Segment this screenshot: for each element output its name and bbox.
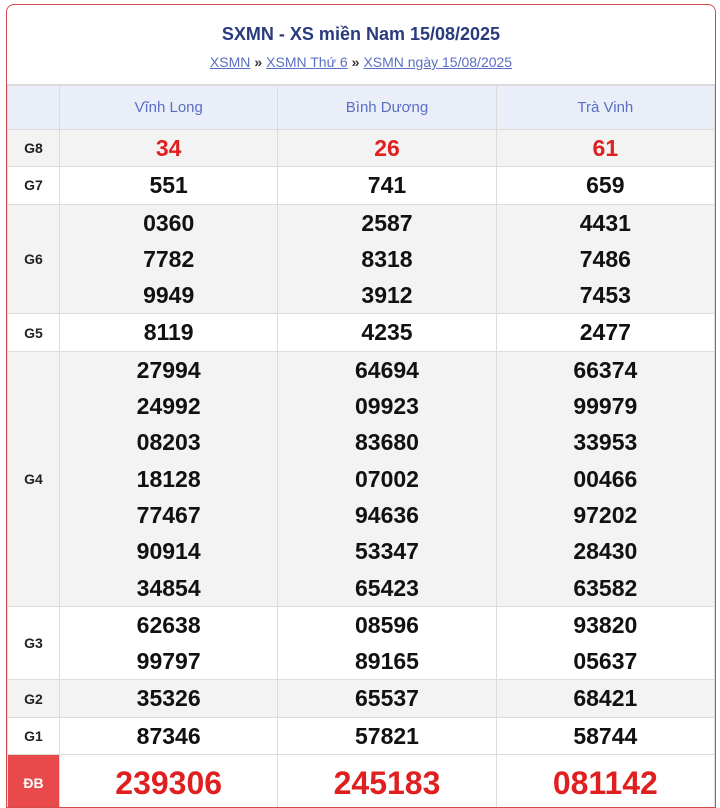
prize-label: G7 [8,167,60,204]
prize-number: 08203 [136,429,201,456]
prize-number: 28430 [573,538,638,565]
prize-cell [278,717,496,754]
prize-cell [278,167,496,204]
prize-number: 05637 [573,648,638,675]
prize-cell [278,606,496,680]
prize-table-body [8,130,715,808]
prize-number: 4431 [579,209,631,236]
prize-number: 68421 [573,685,638,712]
prize-row-g8 [8,130,715,167]
prize-row-g3 [8,606,715,680]
prize-number: 08596 [355,611,419,638]
prize-number: 8318 [361,245,413,272]
prize-number: 239306 [115,764,223,801]
prize-number: 34 [155,135,182,161]
prize-cell [60,755,278,808]
prize-number: 245183 [333,764,441,801]
prize-row-g5 [8,314,715,351]
prize-label: G3 [8,606,60,680]
breadcrumb-separator: » [351,54,360,70]
prize-cell [496,314,714,351]
prize-number: 18128 [136,465,201,492]
breadcrumb-link-xsmn[interactable]: XSMN [209,54,251,70]
prize-row-g6 [8,204,715,314]
prize-number: 00466 [573,465,638,492]
prize-cell [496,351,714,606]
prize-number: 97202 [573,501,638,528]
prize-number: 9949 [143,282,195,309]
prize-cell [60,130,278,167]
prize-label: G6 [8,204,60,314]
prize-cell [496,717,714,754]
prize-number: 741 [367,172,407,199]
prize-cell [278,680,496,717]
prize-number: 87346 [136,722,201,749]
province-header-row [8,86,715,130]
prize-number: 7486 [579,245,631,272]
prize-cell [60,680,278,717]
prize-number: 551 [149,172,188,199]
prize-cell [496,204,714,314]
prize-cell [60,314,278,351]
province-binh-duong[interactable]: Bình Dương [278,86,496,130]
prize-number: 61 [592,135,619,161]
prize-number: 7782 [143,245,195,272]
prize-row-g1 [8,717,715,754]
prize-number: 8119 [143,319,194,346]
prize-number: 33953 [573,429,638,456]
prize-row-g4 [8,351,715,606]
prize-number: 53347 [355,538,419,565]
prize-cell [60,167,278,204]
prize-label: G2 [8,680,60,717]
results-header [7,5,715,85]
prize-number: 83680 [355,429,419,456]
prize-cell [60,351,278,606]
prize-number: 93820 [573,611,638,638]
prize-number: 66374 [573,356,638,383]
prize-label: G5 [8,314,60,351]
breadcrumb [7,53,715,71]
prize-label: G4 [8,351,60,606]
prize-cell [278,755,496,808]
prize-cell [496,167,714,204]
prize-number: 58744 [573,722,638,749]
results-panel [6,4,716,808]
prize-number: 24992 [136,393,201,420]
prize-number: 4235 [361,319,413,346]
prize-number: 99797 [136,648,201,675]
prize-number: 65537 [355,685,419,712]
prize-number: 62638 [136,611,201,638]
prize-cell [496,606,714,680]
breadcrumb-separator: » [254,54,263,70]
prize-number: 34854 [136,574,201,601]
prize-label: G8 [8,130,60,167]
prize-number: 94636 [355,501,419,528]
prize-number: 09923 [355,393,419,420]
province-tra-vinh[interactable]: Trà Vinh [496,86,714,130]
prize-number: 99979 [573,393,638,420]
prize-cell [60,717,278,754]
prize-number: 3912 [361,282,413,309]
prize-number: 90914 [136,538,201,565]
prize-cell [278,204,496,314]
prize-number: 65423 [355,574,419,601]
prize-cell [496,755,714,808]
prize-number: 63582 [573,574,638,601]
breadcrumb-link-date[interactable]: XSMN ngày 15/08/2025 [363,54,513,70]
prize-cell [496,680,714,717]
prize-cell [60,204,278,314]
prize-row-db [8,755,715,808]
prize-label: G1 [8,717,60,754]
prize-row-g7 [8,167,715,204]
prize-number: 2477 [579,319,631,346]
prize-cell [278,351,496,606]
prize-cell [496,130,714,167]
prize-number: 26 [374,135,400,161]
prize-row-g2 [8,680,715,717]
prize-number: 27994 [136,356,201,383]
results-table [7,85,715,808]
page-title: SXMN - XS miền Nam 15/08/2025 [221,24,501,44]
prize-number: 07002 [355,465,419,492]
prize-label: ĐB [8,755,60,808]
prize-number: 77467 [136,501,201,528]
prize-number: 89165 [355,648,419,675]
prize-cell [60,606,278,680]
prize-number: 64694 [355,356,419,383]
prize-cell [278,314,496,351]
corner-cell [8,86,60,130]
prize-number: 081142 [552,764,658,801]
prize-number: 0360 [143,209,195,236]
province-vinh-long[interactable]: Vĩnh Long [60,86,278,130]
prize-number: 57821 [355,722,419,749]
prize-number: 659 [586,172,625,199]
prize-number: 2587 [361,209,413,236]
breadcrumb-link-weekday[interactable]: XSMN Thứ 6 [266,54,348,70]
prize-number: 7453 [579,282,631,309]
prize-cell [278,130,496,167]
prize-number: 35326 [136,685,201,712]
